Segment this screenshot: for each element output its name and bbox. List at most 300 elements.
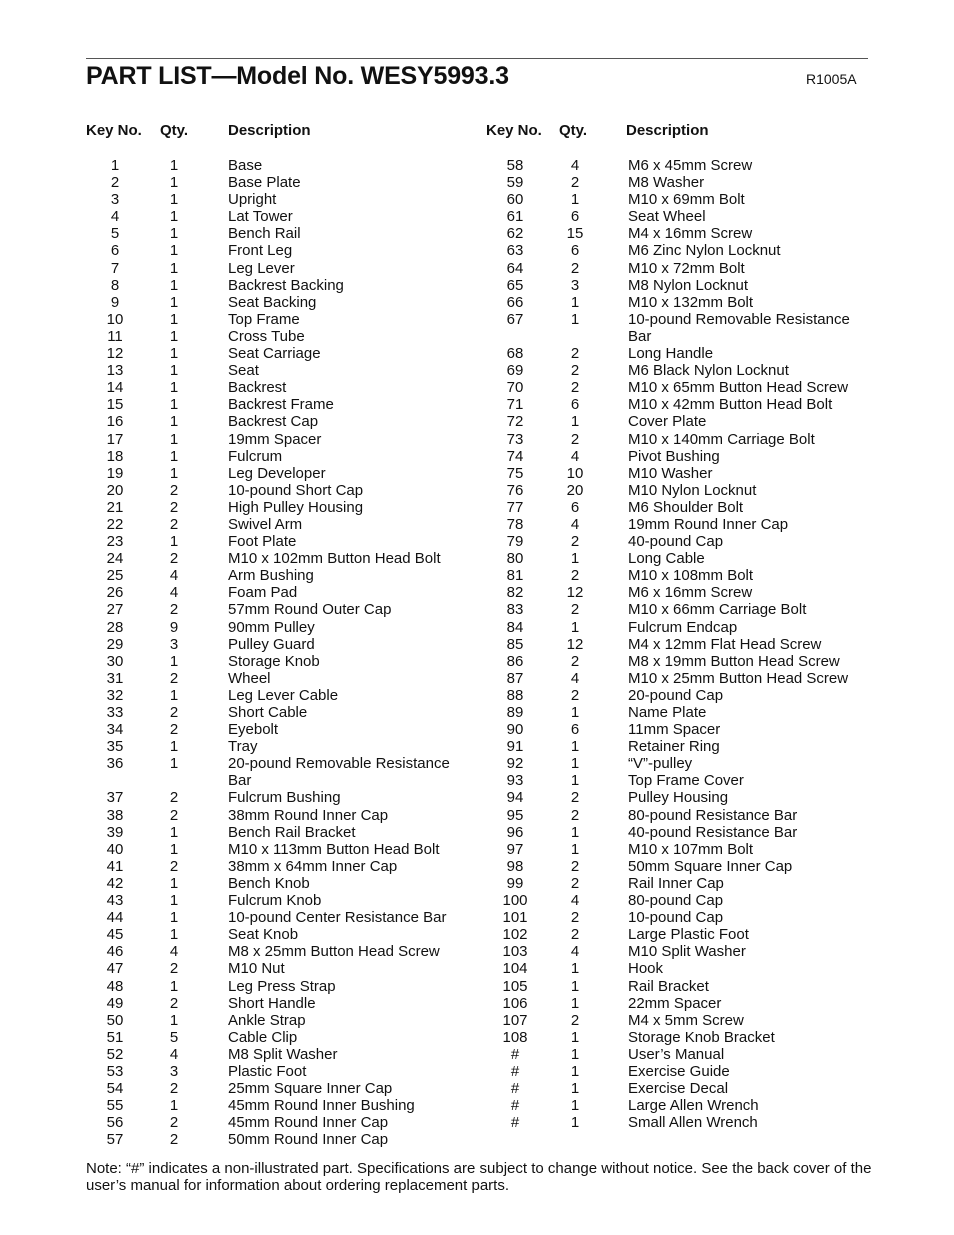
part-key-no: 108 <box>502 1028 528 1046</box>
part-qty: 1 <box>570 310 580 328</box>
part-key-no: 21 <box>106 498 124 516</box>
parts-column-right <box>486 122 868 1131</box>
part-description: Storage Knob Bracket <box>628 1028 775 1046</box>
footnote: Note: “#” indicates a non-illustrated part. Specifications are subject to change without notice. See the back cover of the user’s manual for information about ordering replacement parts. <box>86 1160 872 1194</box>
part-row <box>86 482 466 499</box>
part-key-no: 80 <box>506 550 524 568</box>
part-key-no: 24 <box>106 550 124 568</box>
part-qty: 2 <box>570 789 580 807</box>
part-qty: 4 <box>570 892 580 910</box>
part-row <box>486 960 868 977</box>
part-description: M8 x 25mm Button Head Screw <box>228 943 440 961</box>
part-key-no: 54 <box>106 1080 124 1098</box>
part-key-no: 103 <box>502 943 528 961</box>
part-description: Exercise Guide <box>628 1062 730 1080</box>
part-qty: 1 <box>570 772 580 790</box>
part-key-no: 36 <box>106 755 124 773</box>
part-description: Pivot Bushing <box>628 447 720 465</box>
part-row <box>486 1012 868 1029</box>
part-qty: 4 <box>169 584 179 602</box>
part-description: Small Allen Wrench <box>628 1114 758 1132</box>
part-qty: 3 <box>169 635 179 653</box>
part-key-no: 23 <box>106 533 124 551</box>
part-key-no: 44 <box>106 909 124 927</box>
part-description: M10 x 140mm Carriage Bolt <box>628 430 815 448</box>
part-row <box>86 396 466 413</box>
part-qty: 2 <box>570 345 580 363</box>
part-key-no: # <box>510 1080 520 1098</box>
parts-list-left <box>86 157 466 1148</box>
part-row <box>486 448 868 465</box>
part-qty: 1 <box>570 191 580 209</box>
part-description: 45mm Round Inner Cap <box>228 1114 389 1132</box>
part-row <box>486 824 868 841</box>
part-row <box>86 431 466 448</box>
part-row <box>486 943 868 960</box>
part-row <box>486 789 868 806</box>
part-key-no: 12 <box>106 345 124 363</box>
part-row <box>86 995 466 1012</box>
part-row <box>486 1097 868 1114</box>
part-row <box>86 567 466 584</box>
part-description: M4 x 16mm Screw <box>628 225 753 243</box>
part-qty: 1 <box>169 909 179 927</box>
part-row <box>86 1131 466 1148</box>
part-key-no: 28 <box>106 618 124 636</box>
part-qty: 1 <box>169 892 179 910</box>
part-qty: 2 <box>570 379 580 397</box>
part-key-no: 85 <box>506 635 524 653</box>
part-row <box>486 858 868 875</box>
part-key-no: 105 <box>502 977 528 995</box>
part-key-no: 50 <box>106 1011 124 1029</box>
part-row <box>486 294 868 311</box>
part-description: Wheel <box>228 669 271 687</box>
part-qty: 1 <box>169 413 179 431</box>
part-row <box>486 277 868 294</box>
part-key-no: 100 <box>502 892 528 910</box>
part-key-no: 55 <box>106 1097 124 1115</box>
part-description: M10 x 66mm Carriage Bolt <box>628 601 807 619</box>
part-row <box>86 1080 466 1097</box>
part-qty: 1 <box>169 379 179 397</box>
part-qty: 2 <box>169 481 179 499</box>
part-qty: 1 <box>169 362 179 380</box>
part-row <box>486 311 868 345</box>
part-key-no: 93 <box>506 772 524 790</box>
part-description: 22mm Spacer <box>628 994 722 1012</box>
part-key-no: 66 <box>506 293 524 311</box>
part-description: 80-pound Resistance Bar <box>628 806 798 824</box>
part-key-no: 31 <box>106 669 124 687</box>
part-row <box>486 362 868 379</box>
part-qty: 4 <box>169 1045 179 1063</box>
part-qty: 15 <box>566 225 584 243</box>
part-row <box>486 892 868 909</box>
top-rule <box>86 58 868 59</box>
part-row <box>486 260 868 277</box>
part-description: M10 x 107mm Bolt <box>628 840 754 858</box>
part-description: Leg Developer <box>228 464 326 482</box>
part-row <box>486 225 868 242</box>
part-description: Cross Tube <box>228 327 305 345</box>
part-qty: 1 <box>169 874 179 892</box>
part-description: 10-pound Cap <box>628 909 724 927</box>
part-row <box>486 687 868 704</box>
header-description: Description <box>228 122 311 139</box>
parts-list-right <box>486 157 868 1131</box>
part-qty: 10 <box>566 464 584 482</box>
part-row <box>86 789 466 806</box>
part-row <box>486 995 868 1012</box>
part-key-no: 60 <box>506 191 524 209</box>
part-description: Bench Rail <box>228 225 301 243</box>
part-row <box>86 824 466 841</box>
part-qty: 2 <box>570 652 580 670</box>
part-row <box>486 1046 868 1063</box>
part-key-no: 47 <box>106 960 124 978</box>
part-row <box>86 277 466 294</box>
part-key-no: # <box>510 1097 520 1115</box>
part-qty: 1 <box>169 327 179 345</box>
part-row <box>486 704 868 721</box>
part-key-no: 18 <box>106 447 124 465</box>
part-key-no: 61 <box>506 208 524 226</box>
part-description: 50mm Square Inner Cap <box>628 857 793 875</box>
part-key-no: 70 <box>506 379 524 397</box>
part-key-no: 75 <box>506 464 524 482</box>
part-description: 11mm Spacer <box>628 721 721 739</box>
part-key-no: 94 <box>506 789 524 807</box>
part-qty: 1 <box>169 738 179 756</box>
part-description: M10 x 42mm Button Head Bolt <box>628 396 833 414</box>
part-qty: 6 <box>570 396 580 414</box>
part-description: M10 x 132mm Bolt <box>628 293 754 311</box>
part-row <box>486 1080 868 1097</box>
part-qty: 1 <box>570 413 580 431</box>
part-qty: 1 <box>570 1080 580 1098</box>
document-code: R1005A <box>806 71 857 87</box>
part-qty: 3 <box>169 1062 179 1080</box>
part-row <box>86 892 466 909</box>
part-qty: 1 <box>169 652 179 670</box>
part-qty: 6 <box>570 498 580 516</box>
part-key-no: 41 <box>106 857 124 875</box>
part-qty: 2 <box>570 362 580 380</box>
part-key-no: 106 <box>502 994 528 1012</box>
part-key-no: 74 <box>506 447 524 465</box>
part-qty: 2 <box>169 704 179 721</box>
part-row <box>86 636 466 653</box>
part-qty: 1 <box>169 310 179 328</box>
part-qty: 2 <box>570 259 580 277</box>
part-key-no: 102 <box>502 926 528 944</box>
part-key-no: 17 <box>106 430 124 448</box>
part-key-no: 2 <box>110 174 120 192</box>
part-qty: 1 <box>169 430 179 448</box>
part-qty: 2 <box>570 601 580 619</box>
part-row <box>486 345 868 362</box>
part-key-no: 46 <box>106 943 124 961</box>
part-qty: 1 <box>570 550 580 568</box>
part-description: 38mm x 64mm Inner Cap <box>228 857 398 875</box>
part-description: “V”-pulley <box>628 755 693 773</box>
part-row <box>486 567 868 584</box>
part-description: 80-pound Cap <box>628 892 724 910</box>
part-qty: 4 <box>570 943 580 961</box>
part-row <box>486 875 868 892</box>
part-key-no: 58 <box>506 157 524 174</box>
part-row <box>486 653 868 670</box>
part-key-no: 52 <box>106 1045 124 1063</box>
part-key-no: 9 <box>110 293 120 311</box>
part-key-no: 4 <box>110 208 120 226</box>
part-key-no: 35 <box>106 738 124 756</box>
part-key-no: 107 <box>502 1011 528 1029</box>
part-qty: 2 <box>570 533 580 551</box>
part-description: M6 Zinc Nylon Locknut <box>628 242 781 260</box>
part-key-no: 78 <box>506 515 524 533</box>
part-qty: 4 <box>570 447 580 465</box>
part-description: Exercise Decal <box>628 1080 729 1098</box>
part-key-no: 19 <box>106 464 124 482</box>
part-row <box>86 601 466 618</box>
part-qty: 2 <box>570 430 580 448</box>
part-description: Seat Wheel <box>628 208 706 226</box>
part-description: Long Cable <box>628 550 705 568</box>
part-description: M10 x 108mm Bolt <box>628 567 754 585</box>
part-qty: 1 <box>169 157 179 174</box>
part-key-no: 88 <box>506 686 524 704</box>
header-description: Description <box>626 122 709 139</box>
part-description: M6 x 16mm Screw <box>628 584 753 602</box>
part-row <box>86 1046 466 1063</box>
part-key-no: 67 <box>506 310 524 328</box>
part-description: M10 x 113mm Button Head Bolt <box>228 840 440 858</box>
part-qty: 1 <box>169 242 179 260</box>
part-row <box>486 482 868 499</box>
part-key-no: 48 <box>106 977 124 995</box>
part-row <box>486 533 868 550</box>
part-description: Arm Bushing <box>228 567 314 585</box>
part-qty: 1 <box>570 293 580 311</box>
part-description: 19mm Round Inner Cap <box>628 515 789 533</box>
part-qty: 4 <box>169 943 179 961</box>
part-qty: 2 <box>570 926 580 944</box>
part-key-no: 7 <box>110 259 120 277</box>
part-description: 25mm Square Inner Cap <box>228 1080 393 1098</box>
part-key-no: 5 <box>110 225 120 243</box>
part-row <box>486 978 868 995</box>
part-description: M6 Black Nylon Locknut <box>628 362 789 380</box>
part-description: Bench Rail Bracket <box>228 823 356 841</box>
part-row <box>86 191 466 208</box>
part-qty: 1 <box>169 926 179 944</box>
part-key-no: 72 <box>506 413 524 431</box>
part-qty: 2 <box>169 515 179 533</box>
part-key-no: 104 <box>502 960 528 978</box>
part-qty: 1 <box>169 823 179 841</box>
part-key-no: 26 <box>106 584 124 602</box>
part-row <box>86 260 466 277</box>
part-qty: 4 <box>570 669 580 687</box>
part-key-no: 30 <box>106 652 124 670</box>
part-key-no: 39 <box>106 823 124 841</box>
part-description: 38mm Round Inner Cap <box>228 806 389 824</box>
part-description: 10-pound Center Resistance Bar <box>228 909 447 927</box>
part-row <box>486 1063 868 1080</box>
part-description: M10 x 72mm Bolt <box>628 259 745 277</box>
part-description: Short Cable <box>228 704 308 721</box>
part-row <box>486 174 868 191</box>
part-key-no: 22 <box>106 515 124 533</box>
part-row <box>86 328 466 345</box>
part-row <box>86 1012 466 1029</box>
part-description: 45mm Round Inner Bushing <box>228 1097 415 1115</box>
part-qty: 12 <box>566 584 584 602</box>
part-description: M4 x 12mm Flat Head Screw <box>628 635 822 653</box>
part-row <box>486 909 868 926</box>
header-key-no: Key No. <box>486 122 542 139</box>
part-qty: 2 <box>169 960 179 978</box>
part-key-no: 82 <box>506 584 524 602</box>
part-row <box>486 755 868 772</box>
part-key-no: 59 <box>506 174 524 192</box>
part-row <box>486 191 868 208</box>
part-row <box>486 1029 868 1046</box>
part-qty: 2 <box>570 686 580 704</box>
part-key-no: # <box>510 1045 520 1063</box>
part-row <box>486 670 868 687</box>
part-description: M10 x 69mm Bolt <box>628 191 745 209</box>
part-key-no: 73 <box>506 430 524 448</box>
part-key-no: 15 <box>106 396 124 414</box>
part-row <box>486 396 868 413</box>
part-qty: 1 <box>169 345 179 363</box>
part-row <box>86 1097 466 1114</box>
part-qty: 1 <box>570 977 580 995</box>
part-key-no: 38 <box>106 806 124 824</box>
part-description: Backrest Cap <box>228 413 319 431</box>
part-description: Cable Clip <box>228 1028 298 1046</box>
part-row <box>86 653 466 670</box>
part-description: Storage Knob <box>228 652 320 670</box>
part-description: 50mm Round Inner Cap <box>228 1131 389 1149</box>
part-row <box>86 208 466 225</box>
part-qty: 2 <box>169 550 179 568</box>
part-qty: 1 <box>169 755 179 773</box>
part-qty: 2 <box>169 994 179 1012</box>
part-row <box>86 978 466 995</box>
part-row <box>86 516 466 533</box>
column-header <box>486 122 868 140</box>
part-qty: 1 <box>570 1062 580 1080</box>
part-key-no: 11 <box>107 327 123 345</box>
part-description: Upright <box>228 191 277 209</box>
part-row <box>86 413 466 430</box>
part-row <box>86 499 466 516</box>
part-qty: 2 <box>570 174 580 192</box>
part-key-no: 3 <box>110 191 120 209</box>
part-description: Base <box>228 157 263 174</box>
part-key-no: 76 <box>506 481 524 499</box>
part-key-no: 14 <box>106 379 124 397</box>
part-key-no: 56 <box>106 1114 124 1132</box>
part-description: Lat Tower <box>228 208 293 226</box>
part-row <box>486 550 868 567</box>
part-qty: 2 <box>169 498 179 516</box>
part-row <box>486 841 868 858</box>
part-description: 10-pound Removable Resistance Bar <box>628 310 850 345</box>
part-row <box>86 1063 466 1080</box>
part-key-no: 51 <box>106 1028 124 1046</box>
part-qty: 1 <box>169 464 179 482</box>
part-qty: 3 <box>570 276 580 294</box>
part-qty: 1 <box>169 191 179 209</box>
part-row <box>486 619 868 636</box>
part-qty: 6 <box>570 242 580 260</box>
part-key-no: 40 <box>106 840 124 858</box>
parts-column-left <box>86 122 466 1148</box>
part-row <box>86 584 466 601</box>
part-description: M10 Nylon Locknut <box>628 481 757 499</box>
part-description: Rail Inner Cap <box>628 874 724 892</box>
part-key-no: 95 <box>506 806 524 824</box>
part-key-no: 43 <box>106 892 124 910</box>
part-row <box>86 174 466 191</box>
part-row <box>86 721 466 738</box>
part-qty: 1 <box>570 840 580 858</box>
part-qty: 1 <box>169 293 179 311</box>
part-description: 20-pound Cap <box>628 686 724 704</box>
part-key-no: 96 <box>506 823 524 841</box>
part-key-no: 16 <box>106 413 124 431</box>
part-description: Front Leg <box>228 242 293 260</box>
part-row <box>86 294 466 311</box>
part-row <box>86 448 466 465</box>
part-key-no: 53 <box>106 1062 124 1080</box>
part-qty: 2 <box>570 567 580 585</box>
part-qty: 1 <box>570 823 580 841</box>
part-key-no: 83 <box>506 601 524 619</box>
part-key-no: 81 <box>506 567 524 585</box>
part-qty: 6 <box>570 721 580 739</box>
part-row <box>486 413 868 430</box>
part-row <box>86 1029 466 1046</box>
part-description: Large Allen Wrench <box>628 1097 759 1115</box>
part-description: Foot Plate <box>228 533 297 551</box>
part-description: Top Frame Cover <box>628 772 744 790</box>
part-description: Long Handle <box>628 345 714 363</box>
part-row <box>86 311 466 328</box>
part-row <box>486 738 868 755</box>
part-key-no: 71 <box>506 396 524 414</box>
part-description: 20-pound Removable Resistance Bar <box>228 755 450 790</box>
part-description: Backrest Backing <box>228 276 344 294</box>
part-row <box>86 670 466 687</box>
part-description: M10 Nut <box>228 960 285 978</box>
part-key-no: 57 <box>106 1131 124 1149</box>
part-row <box>486 601 868 618</box>
part-key-no: 27 <box>106 601 124 619</box>
part-description: M4 x 5mm Screw <box>628 1011 744 1029</box>
part-description: Short Handle <box>228 994 316 1012</box>
part-description: M6 x 45mm Screw <box>628 157 753 174</box>
part-description: M10 x 102mm Button Head Bolt <box>228 550 441 568</box>
part-key-no: 8 <box>110 276 120 294</box>
part-row <box>86 858 466 875</box>
part-row <box>486 499 868 516</box>
